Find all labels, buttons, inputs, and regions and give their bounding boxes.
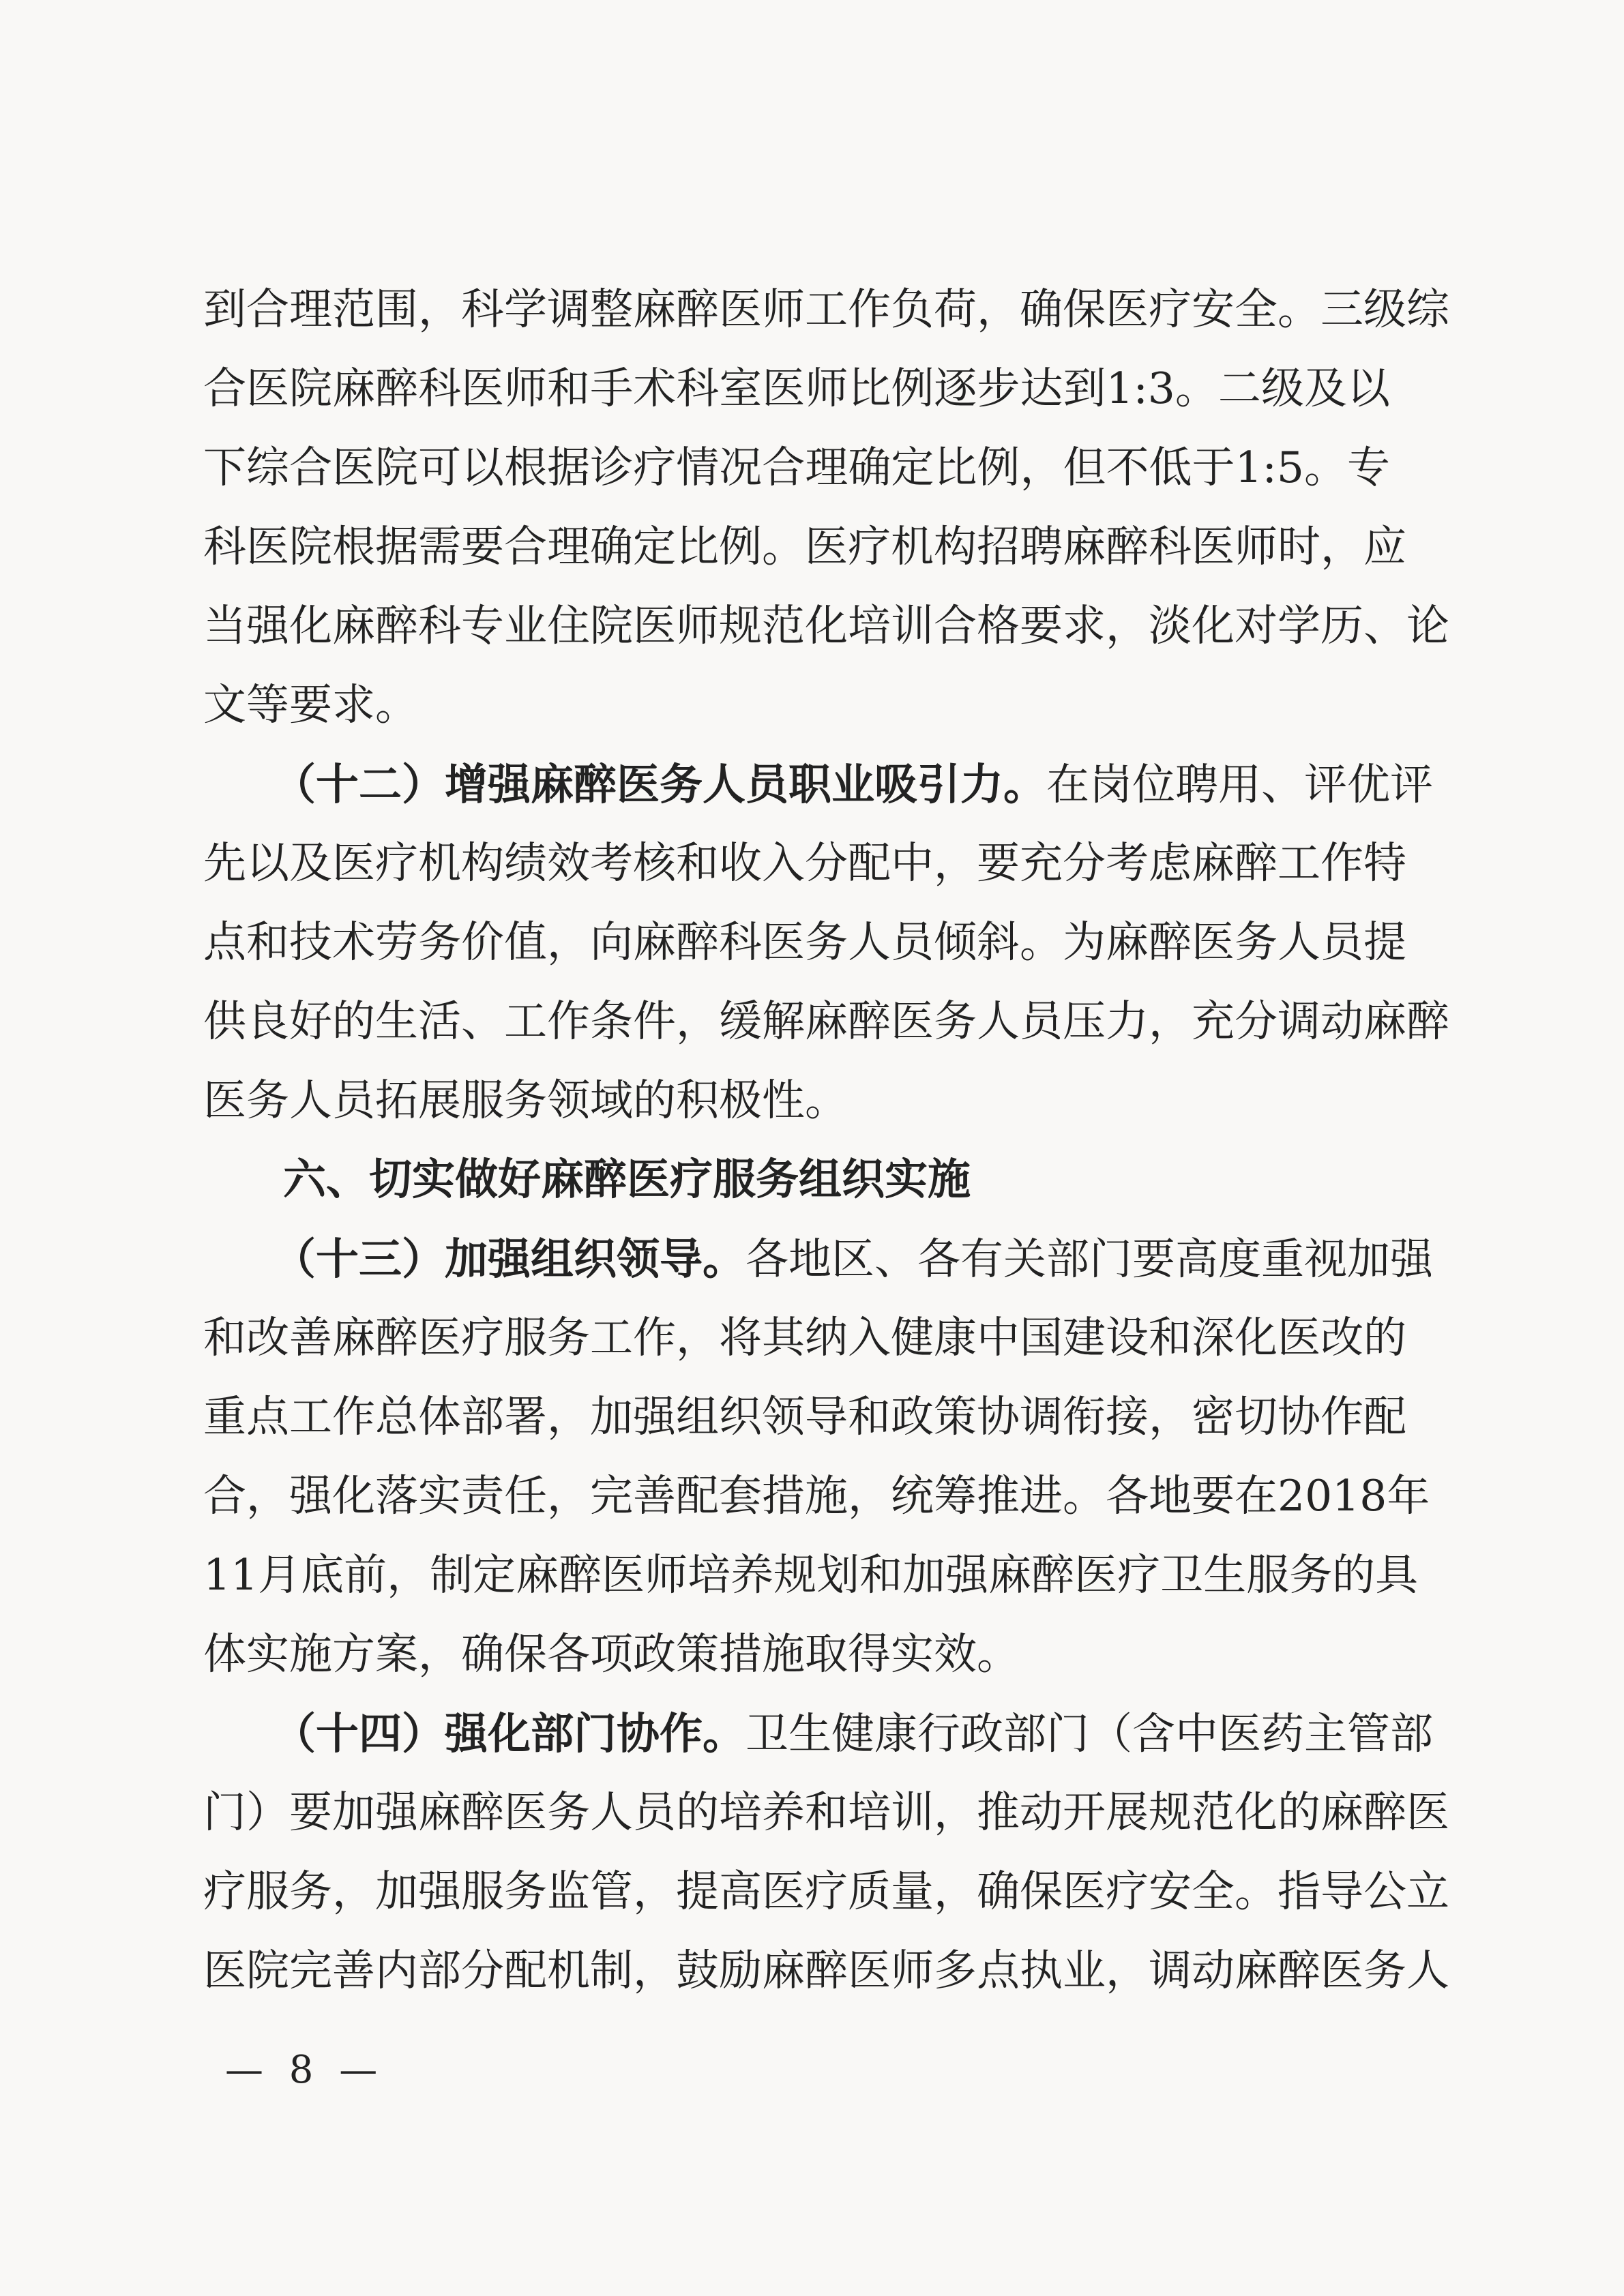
paragraph-line: 11月底前，制定麻醉医师培养规划和加强麻醉医疗卫生服务的具 <box>203 1550 1419 1600</box>
paragraph-line: 供良好的生活、工作条件，缓解麻醉医务人员压力，充分调动麻醉 <box>203 996 1449 1046</box>
paragraph-line: 门）要加强麻醉医务人员的培养和培训，推动开展规范化的麻醉医 <box>203 1787 1449 1837</box>
paragraph-line: 重点工作总体部署，加强组织领导和政策协调衔接，密切协作配 <box>203 1392 1406 1442</box>
paragraph-title: （十四）强化部门协作。 <box>273 1708 745 1759</box>
paragraph-line: 合，强化落实责任，完善配套措施，统筹推进。各地要在2018年 <box>203 1471 1430 1521</box>
paragraph-text: 卫生健康行政部门（含中医药主管部 <box>745 1709 1433 1759</box>
paragraph-title: （十三）加强组织领导。 <box>273 1234 745 1284</box>
paragraph-line: 合医院麻醉科医师和手术科室医师比例逐步达到1:3。二级及以 <box>203 363 1390 413</box>
paragraph-first-line <box>273 1706 1433 1761</box>
paragraph-line: 医务人员拓展服务领域的积极性。 <box>203 1075 848 1125</box>
section-heading: 六、切实做好麻醉医疗服务组织实施 <box>283 1154 971 1204</box>
paragraph-title: （十二）增强麻醉医务人员职业吸引力。 <box>273 759 1046 809</box>
paragraph-first-line <box>273 1232 1433 1286</box>
paragraph-line: 医院完善内部分配机制，鼓励麻醉医师多点执业，调动麻醉医务人 <box>203 1945 1449 1995</box>
paragraph-line: 和改善麻醉医疗服务工作，将其纳入健康中国建设和深化医改的 <box>203 1313 1406 1362</box>
paragraph-line: 点和技术劳务价值，向麻醉科医务人员倾斜。为麻醉医务人员提 <box>203 917 1406 967</box>
paragraph-first-line <box>273 757 1433 811</box>
paragraph-line: 下综合医院可以根据诊疗情况合理确定比例，但不低于1:5。专 <box>203 443 1390 492</box>
page-number: — 8 — <box>225 2048 385 2092</box>
paragraph-line: 文等要求。 <box>203 680 418 730</box>
paragraph-line: 当强化麻醉科专业住院医师规范化培训合格要求，淡化对学历、论 <box>203 601 1449 651</box>
paragraph-text: 各地区、各有关部门要高度重视加强 <box>745 1234 1433 1284</box>
paragraph-line: 科医院根据需要合理确定比例。医疗机构招聘麻醉科医师时，应 <box>203 522 1406 571</box>
paragraph-line: 体实施方案，确保各项政策措施取得实效。 <box>203 1629 1020 1679</box>
paragraph-text: 在岗位聘用、评优评 <box>1046 760 1433 809</box>
paragraph-line: 到合理范围，科学调整麻醉医师工作负荷，确保医疗安全。三级综 <box>203 284 1449 334</box>
paragraph-line: 疗服务，加强服务监管，提高医疗质量，确保医疗安全。指导公立 <box>203 1866 1449 1916</box>
paragraph-line: 先以及医疗机构绩效考核和收入分配中，要充分考虑麻醉工作特 <box>203 838 1406 888</box>
